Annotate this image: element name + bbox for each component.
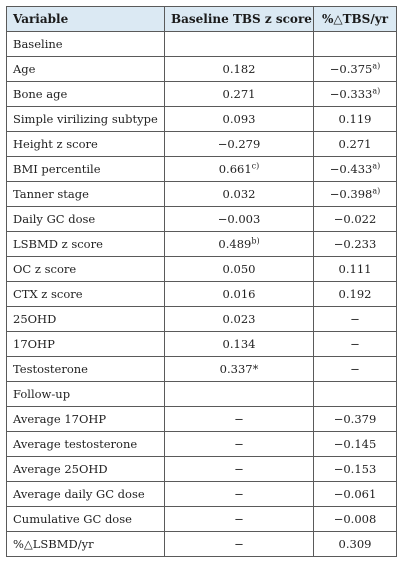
pct-tbs-cell — [314, 307, 397, 332]
table-row — [7, 157, 397, 182]
table-row — [7, 57, 397, 82]
section-row-followup — [7, 382, 397, 407]
value-text: −0.061 — [333, 487, 377, 501]
table-row — [7, 532, 397, 557]
baseline-tbs-cell — [165, 132, 314, 157]
value-text: 0.661 — [218, 162, 252, 176]
baseline-tbs-cell — [165, 407, 314, 432]
baseline-tbs-cell — [165, 307, 314, 332]
pct-tbs-cell — [314, 507, 397, 532]
table-row — [7, 282, 397, 307]
footnote-marker: a) — [372, 86, 381, 96]
table-body — [7, 32, 397, 57]
value-text: −0.433 — [329, 162, 373, 176]
value-text: − — [350, 312, 360, 326]
baseline-tbs-cell — [165, 332, 314, 357]
table-row — [7, 182, 397, 207]
footnote-marker: a) — [372, 61, 381, 71]
value-text: 0.182 — [222, 62, 256, 76]
table-row — [7, 332, 397, 357]
table-row — [7, 107, 397, 132]
variable-cell: BMI percentile — [7, 157, 165, 182]
value-text: −0.333 — [329, 87, 373, 101]
table-row — [7, 307, 397, 332]
variable-cell: Age — [7, 57, 165, 82]
variable-cell: Simple virilizing subtype — [7, 107, 165, 132]
table-row — [7, 407, 397, 432]
value-text: 0.050 — [222, 262, 256, 276]
value-text: −0.375 — [329, 62, 373, 76]
baseline-tbs-cell — [165, 482, 314, 507]
pct-tbs-cell — [314, 432, 397, 457]
variable-cell: LSBMD z score — [7, 232, 165, 257]
table-row — [7, 257, 397, 282]
table-row — [7, 482, 397, 507]
variable-cell: 17OHP — [7, 332, 165, 357]
pct-tbs-cell — [314, 57, 397, 82]
baseline-tbs-cell — [165, 532, 314, 557]
pct-tbs-cell — [314, 232, 397, 257]
baseline-tbs-cell — [165, 282, 314, 307]
pct-tbs-cell — [314, 157, 397, 182]
baseline-tbs-cell — [165, 507, 314, 532]
baseline-tbs-cell — [165, 432, 314, 457]
footnote-marker: a) — [372, 186, 381, 196]
table-row — [7, 132, 397, 157]
value-text: −0.398 — [329, 187, 373, 201]
value-text: −0.233 — [333, 237, 377, 251]
footnote-marker: b) — [251, 236, 260, 246]
pct-tbs-cell — [314, 532, 397, 557]
empty-cell — [314, 382, 397, 407]
pct-tbs-cell — [314, 332, 397, 357]
table-row — [7, 457, 397, 482]
baseline-tbs-cell — [165, 157, 314, 182]
header-pct-tbs: %△TBS/yr — [314, 7, 397, 32]
value-text: 0.271 — [338, 137, 372, 151]
value-text: −0.379 — [333, 412, 377, 426]
correlation-table — [6, 6, 397, 557]
pct-tbs-cell — [314, 182, 397, 207]
value-text: 0.271 — [222, 87, 256, 101]
baseline-tbs-cell — [165, 182, 314, 207]
value-text: − — [350, 337, 360, 351]
pct-tbs-cell — [314, 257, 397, 282]
pct-tbs-cell — [314, 132, 397, 157]
value-text: 0.337* — [219, 362, 259, 376]
pct-tbs-cell — [314, 107, 397, 132]
baseline-tbs-cell — [165, 357, 314, 382]
table-header — [7, 7, 397, 32]
header-variable: Variable — [7, 7, 165, 32]
variable-cell: 25OHD — [7, 307, 165, 332]
value-text: 0.032 — [222, 187, 256, 201]
variable-cell: Daily GC dose — [7, 207, 165, 232]
variable-cell: CTX z score — [7, 282, 165, 307]
variable-cell: OC z score — [7, 257, 165, 282]
section-label-followup: Follow-up — [7, 382, 165, 407]
followup-rows — [7, 407, 397, 557]
variable-cell: Tanner stage — [7, 182, 165, 207]
baseline-tbs-cell — [165, 207, 314, 232]
pct-tbs-cell — [314, 357, 397, 382]
baseline-tbs-cell — [165, 257, 314, 282]
variable-cell: Average 25OHD — [7, 457, 165, 482]
value-text: − — [234, 487, 244, 501]
value-text: 0.134 — [222, 337, 256, 351]
baseline-tbs-cell — [165, 232, 314, 257]
value-text: − — [234, 537, 244, 551]
value-text: −0.003 — [217, 212, 261, 226]
value-text: 0.119 — [338, 112, 372, 126]
value-text: 0.489 — [218, 237, 252, 251]
value-text: 0.309 — [338, 537, 372, 551]
section-label-baseline: Baseline — [7, 32, 165, 57]
pct-tbs-cell — [314, 457, 397, 482]
value-text: − — [234, 437, 244, 451]
section-row-baseline — [7, 32, 397, 57]
value-text: − — [234, 412, 244, 426]
variable-cell: Testosterone — [7, 357, 165, 382]
value-text: −0.153 — [333, 462, 377, 476]
pct-tbs-cell — [314, 82, 397, 107]
baseline-tbs-cell — [165, 457, 314, 482]
value-text: 0.111 — [338, 262, 372, 276]
header-row — [7, 7, 397, 32]
table-row — [7, 82, 397, 107]
variable-cell: %△LSBMD/yr — [7, 532, 165, 557]
variable-cell: Cumulative GC dose — [7, 507, 165, 532]
value-text: − — [350, 362, 360, 376]
header-baseline-tbs: Baseline TBS z score — [165, 7, 314, 32]
pct-tbs-cell — [314, 282, 397, 307]
value-text: 0.093 — [222, 112, 256, 126]
baseline-rows — [7, 57, 397, 382]
baseline-tbs-cell — [165, 107, 314, 132]
variable-cell: Bone age — [7, 82, 165, 107]
value-text: 0.023 — [222, 312, 256, 326]
baseline-tbs-cell — [165, 82, 314, 107]
value-text: 0.192 — [338, 287, 372, 301]
pct-tbs-cell — [314, 207, 397, 232]
table-row — [7, 232, 397, 257]
footnote-marker: c) — [251, 161, 260, 171]
table-row — [7, 507, 397, 532]
value-text: − — [234, 512, 244, 526]
value-text: −0.279 — [217, 137, 261, 151]
value-text: −0.145 — [333, 437, 377, 451]
empty-cell — [314, 32, 397, 57]
value-text: −0.022 — [333, 212, 377, 226]
variable-cell: Average testosterone — [7, 432, 165, 457]
empty-cell — [165, 32, 314, 57]
pct-tbs-cell — [314, 482, 397, 507]
value-text: 0.016 — [222, 287, 256, 301]
value-text: − — [234, 462, 244, 476]
table-row — [7, 207, 397, 232]
value-text: −0.008 — [333, 512, 377, 526]
variable-cell: Average daily GC dose — [7, 482, 165, 507]
variable-cell: Average 17OHP — [7, 407, 165, 432]
followup-section — [7, 382, 397, 407]
footnote-marker: a) — [372, 161, 381, 171]
variable-cell: Height z score — [7, 132, 165, 157]
table-row — [7, 357, 397, 382]
pct-tbs-cell — [314, 407, 397, 432]
baseline-tbs-cell — [165, 57, 314, 82]
table-row — [7, 432, 397, 457]
empty-cell — [165, 382, 314, 407]
